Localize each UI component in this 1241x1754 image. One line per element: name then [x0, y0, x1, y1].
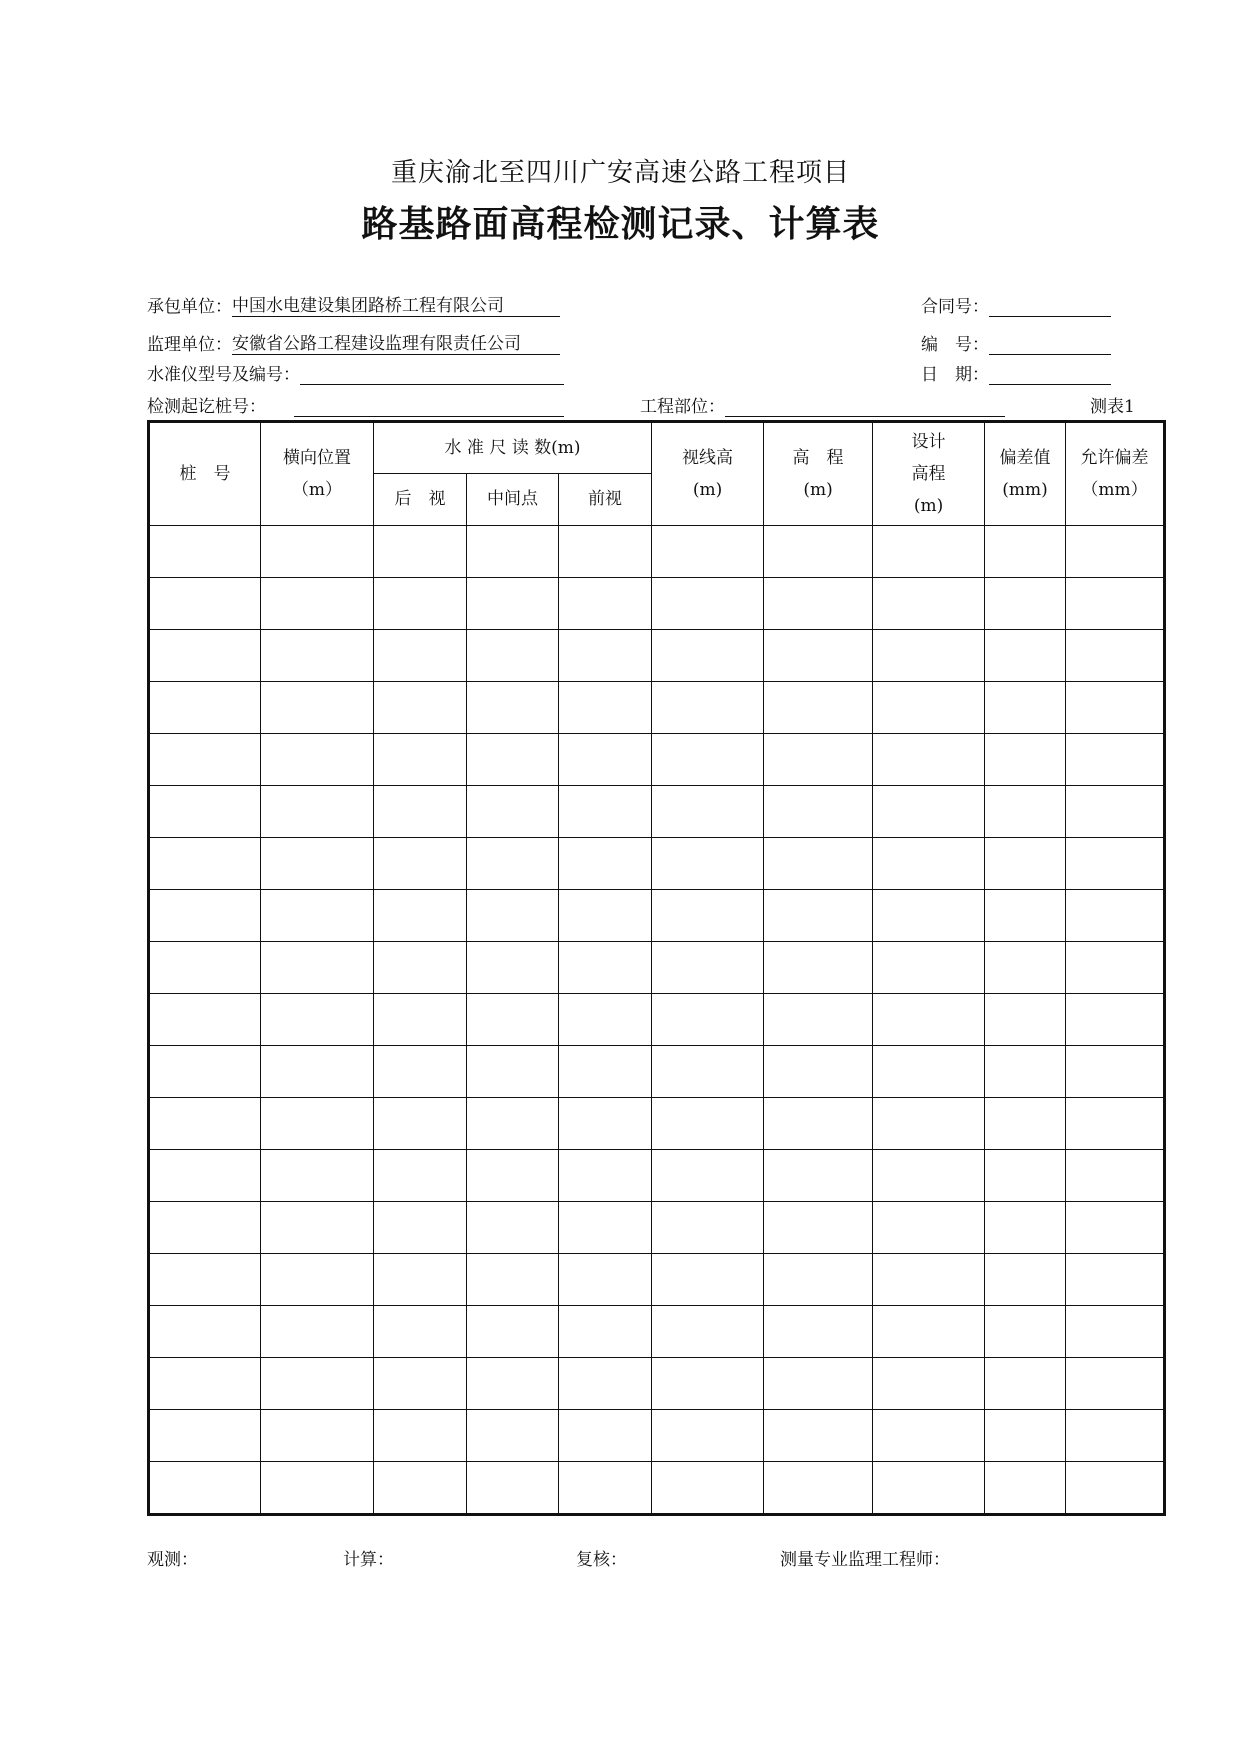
table-cell[interactable]: [261, 890, 374, 942]
table-cell[interactable]: [873, 1150, 985, 1202]
table-cell[interactable]: [1066, 890, 1165, 942]
table-cell[interactable]: [559, 1046, 652, 1098]
table-cell[interactable]: [559, 786, 652, 838]
table-cell[interactable]: [764, 682, 873, 734]
number-label: 编 号：: [921, 335, 989, 355]
date-label: 日 期：: [921, 365, 989, 385]
table-cell[interactable]: [467, 1462, 559, 1515]
table-row: [149, 1358, 1165, 1410]
footer-review: 复核：: [576, 1550, 627, 1570]
table-row: [149, 890, 1165, 942]
table-cell[interactable]: [374, 1046, 467, 1098]
table-cell[interactable]: [467, 1254, 559, 1306]
table-cell[interactable]: [652, 1306, 764, 1358]
table-cell[interactable]: [764, 786, 873, 838]
table-cell[interactable]: [559, 1098, 652, 1150]
table-cell[interactable]: [149, 1306, 261, 1358]
table-cell[interactable]: [149, 1254, 261, 1306]
table-cell[interactable]: [467, 890, 559, 942]
part-label: 工程部位：: [640, 397, 725, 417]
header-sight: [652, 422, 764, 526]
header-lateral: [261, 422, 374, 526]
table-cell[interactable]: [149, 682, 261, 734]
table-cell[interactable]: [261, 1150, 374, 1202]
header-design: [873, 422, 985, 526]
number-field[interactable]: [989, 334, 1111, 355]
table-cell[interactable]: [873, 1098, 985, 1150]
table-cell[interactable]: [873, 1254, 985, 1306]
header-deviation-unit: (mm): [1002, 480, 1048, 500]
table-cell[interactable]: [985, 1254, 1066, 1306]
table-cell[interactable]: [652, 1254, 764, 1306]
table-cell[interactable]: [374, 1254, 467, 1306]
table-cell[interactable]: [764, 526, 873, 578]
table-cell[interactable]: [652, 1358, 764, 1410]
table-cell[interactable]: [149, 1410, 261, 1462]
table-cell[interactable]: [261, 1358, 374, 1410]
table-cell[interactable]: [559, 942, 652, 994]
footer-calc: 计算：: [343, 1550, 394, 1570]
table-cell[interactable]: [149, 942, 261, 994]
table-cell[interactable]: [873, 838, 985, 890]
table-cell[interactable]: [559, 1150, 652, 1202]
table-cell[interactable]: [764, 994, 873, 1046]
table-cell[interactable]: [985, 682, 1066, 734]
table-cell[interactable]: [559, 1202, 652, 1254]
table-cell[interactable]: [873, 1046, 985, 1098]
form-id: 测表1: [1090, 397, 1135, 417]
table-cell[interactable]: [985, 942, 1066, 994]
form-title: 路基路面高程检测记录、计算表: [361, 203, 880, 245]
header-allowance-unit: （mm）: [1081, 480, 1148, 500]
table-cell[interactable]: [467, 630, 559, 682]
table-cell[interactable]: [764, 1358, 873, 1410]
table-cell[interactable]: [467, 578, 559, 630]
header-elevation-unit: (m): [803, 480, 833, 500]
table-cell[interactable]: [873, 942, 985, 994]
table-cell[interactable]: [1066, 1306, 1165, 1358]
table-cell[interactable]: [1066, 1202, 1165, 1254]
header-design-text2: 高程: [911, 463, 946, 484]
table-cell[interactable]: [467, 1046, 559, 1098]
table-cell[interactable]: [1066, 1410, 1165, 1462]
table-cell[interactable]: [149, 890, 261, 942]
table-cell[interactable]: [261, 1202, 374, 1254]
table-cell[interactable]: [873, 526, 985, 578]
contractor-label: 承包单位：: [147, 297, 232, 317]
table-cell[interactable]: [873, 630, 985, 682]
table-cell[interactable]: [764, 1254, 873, 1306]
table-cell[interactable]: [764, 838, 873, 890]
table-cell[interactable]: [374, 994, 467, 1046]
table-cell[interactable]: [764, 942, 873, 994]
header-middle: 中间点: [467, 474, 559, 526]
table-cell[interactable]: [261, 1410, 374, 1462]
table-row: [149, 1046, 1165, 1098]
header-design-unit: (m): [913, 496, 944, 517]
table-cell[interactable]: [467, 994, 559, 1046]
table-cell[interactable]: [652, 578, 764, 630]
table-cell[interactable]: [149, 578, 261, 630]
table-row: [149, 526, 1165, 578]
header-reading: 水 准 尺 读 数(m): [374, 422, 652, 474]
header-sight-unit: (m): [692, 480, 723, 500]
table-cell[interactable]: [764, 1462, 873, 1515]
date-line: [921, 360, 1111, 385]
table-cell[interactable]: [764, 630, 873, 682]
table-cell[interactable]: [652, 1098, 764, 1150]
table-cell[interactable]: [149, 630, 261, 682]
table-cell[interactable]: [374, 578, 467, 630]
contractor-field[interactable]: 中国水电建设集团路桥工程有限公司: [232, 296, 560, 317]
table-cell[interactable]: [374, 890, 467, 942]
contract-no-line: [921, 292, 1111, 317]
supervisor-field[interactable]: 安徽省公路工程建设监理有限责任公司: [232, 334, 560, 355]
table-cell[interactable]: [652, 734, 764, 786]
table-cell[interactable]: [374, 1098, 467, 1150]
table-cell[interactable]: [652, 526, 764, 578]
table-cell[interactable]: [1066, 1098, 1165, 1150]
table-cell[interactable]: [149, 1098, 261, 1150]
table-cell[interactable]: [985, 1046, 1066, 1098]
table-cell[interactable]: [652, 630, 764, 682]
table-cell[interactable]: [985, 1098, 1066, 1150]
table-cell[interactable]: [764, 1046, 873, 1098]
table-cell[interactable]: [559, 994, 652, 1046]
table-row: [149, 838, 1165, 890]
table-cell[interactable]: [652, 890, 764, 942]
table-cell[interactable]: [1066, 838, 1165, 890]
table-cell[interactable]: [652, 838, 764, 890]
header-lateral-text: 横向位置: [283, 447, 351, 468]
table-cell[interactable]: [873, 734, 985, 786]
table-row: [149, 1150, 1165, 1202]
table-cell[interactable]: [1066, 994, 1165, 1046]
table-cell[interactable]: [149, 1150, 261, 1202]
table-cell[interactable]: [559, 734, 652, 786]
table-cell[interactable]: [149, 838, 261, 890]
header-sight-text: 视线高: [682, 447, 734, 468]
header-deviation-text: 偏差值: [999, 447, 1051, 468]
table-cell[interactable]: [1066, 682, 1165, 734]
table-cell[interactable]: [261, 1254, 374, 1306]
table-cell[interactable]: [873, 1202, 985, 1254]
table-cell[interactable]: [873, 682, 985, 734]
contractor-line: [147, 292, 560, 317]
table-cell[interactable]: [1066, 526, 1165, 578]
number-line: [921, 330, 1111, 355]
table-cell[interactable]: [149, 526, 261, 578]
contract-no-field[interactable]: [989, 296, 1111, 317]
project-subtitle: 重庆渝北至四川广安高速公路工程项目: [390, 158, 850, 188]
table-cell[interactable]: [374, 838, 467, 890]
supervisor-label: 监理单位：: [147, 335, 232, 355]
table-cell[interactable]: [559, 1462, 652, 1515]
station-label: 检测起讫桩号：: [147, 397, 266, 417]
table-cell[interactable]: [374, 630, 467, 682]
table-cell[interactable]: [559, 1306, 652, 1358]
table-cell[interactable]: [374, 734, 467, 786]
table-cell[interactable]: [873, 1358, 985, 1410]
table-cell[interactable]: [374, 1202, 467, 1254]
table-cell[interactable]: [985, 786, 1066, 838]
table-cell[interactable]: [261, 682, 374, 734]
table-cell[interactable]: [261, 526, 374, 578]
table-cell[interactable]: [764, 1098, 873, 1150]
table-cell[interactable]: [652, 786, 764, 838]
table-cell[interactable]: [559, 526, 652, 578]
header-station: 桩 号: [149, 422, 261, 526]
table-cell[interactable]: [467, 838, 559, 890]
table-cell[interactable]: [1066, 786, 1165, 838]
table-row: [149, 1254, 1165, 1306]
table-body: [149, 526, 1165, 1515]
header-deviation: [985, 422, 1066, 526]
table-cell[interactable]: [261, 1046, 374, 1098]
table-cell[interactable]: [764, 1306, 873, 1358]
table-row: [149, 1306, 1165, 1358]
table-cell[interactable]: [559, 578, 652, 630]
table-cell[interactable]: [374, 1150, 467, 1202]
table-cell[interactable]: [985, 1462, 1066, 1515]
table-cell[interactable]: [873, 994, 985, 1046]
elevation-table: [147, 420, 1166, 1516]
table-cell[interactable]: [985, 890, 1066, 942]
table-cell[interactable]: [467, 786, 559, 838]
table-cell[interactable]: [652, 682, 764, 734]
header-front: 前视: [559, 474, 652, 526]
station-field[interactable]: [294, 396, 564, 417]
table-cell[interactable]: [985, 994, 1066, 1046]
table-cell[interactable]: [467, 734, 559, 786]
table-row: [149, 578, 1165, 630]
table-cell[interactable]: [374, 1462, 467, 1515]
table-cell[interactable]: [985, 734, 1066, 786]
header-back: 后 视: [374, 474, 467, 526]
table-cell[interactable]: [652, 994, 764, 1046]
table-cell[interactable]: [149, 786, 261, 838]
table-cell[interactable]: [1066, 630, 1165, 682]
table-cell[interactable]: [873, 1410, 985, 1462]
table-cell[interactable]: [261, 838, 374, 890]
table-cell[interactable]: [261, 1462, 374, 1515]
table-cell[interactable]: [374, 682, 467, 734]
header-allowance-text: 允许偏差: [1080, 447, 1149, 468]
table-cell[interactable]: [873, 1462, 985, 1515]
table-cell[interactable]: [149, 734, 261, 786]
table-cell[interactable]: [652, 1462, 764, 1515]
header-allowance: [1066, 422, 1165, 526]
table-cell[interactable]: [985, 1306, 1066, 1358]
station-line: [147, 392, 564, 417]
table-cell[interactable]: [764, 734, 873, 786]
level-label: 水准仪型号及编号：: [147, 365, 300, 385]
table-cell[interactable]: [873, 890, 985, 942]
table-cell[interactable]: [559, 682, 652, 734]
table-cell[interactable]: [261, 786, 374, 838]
table-cell[interactable]: [261, 994, 374, 1046]
table-cell[interactable]: [873, 1306, 985, 1358]
table-cell[interactable]: [467, 526, 559, 578]
date-field[interactable]: [989, 364, 1111, 385]
table-cell[interactable]: [652, 942, 764, 994]
table-row: [149, 994, 1165, 1046]
table-cell[interactable]: [374, 1306, 467, 1358]
table-cell[interactable]: [1066, 578, 1165, 630]
table-cell[interactable]: [559, 1410, 652, 1462]
header-design-text1: 设计: [911, 431, 946, 452]
table-cell[interactable]: [149, 994, 261, 1046]
table-cell[interactable]: [985, 1202, 1066, 1254]
table-cell[interactable]: [985, 630, 1066, 682]
table-cell[interactable]: [985, 1150, 1066, 1202]
table-cell[interactable]: [374, 526, 467, 578]
table-cell[interactable]: [559, 1254, 652, 1306]
table-row: [149, 942, 1165, 994]
table-cell[interactable]: [652, 1202, 764, 1254]
table-cell[interactable]: [873, 786, 985, 838]
supervisor-line: [147, 330, 560, 355]
table-cell[interactable]: [1066, 1046, 1165, 1098]
table-cell[interactable]: [467, 1150, 559, 1202]
contract-no-label: 合同号：: [921, 297, 989, 317]
table-cell[interactable]: [149, 1046, 261, 1098]
table-cell[interactable]: [985, 526, 1066, 578]
table-row: [149, 682, 1165, 734]
table-row: [149, 1202, 1165, 1254]
table-cell[interactable]: [559, 838, 652, 890]
table-cell[interactable]: [467, 1306, 559, 1358]
table-cell[interactable]: [764, 1410, 873, 1462]
table-cell[interactable]: [764, 1150, 873, 1202]
table-cell[interactable]: [764, 578, 873, 630]
table-cell[interactable]: [261, 1306, 374, 1358]
table-cell[interactable]: [764, 1202, 873, 1254]
table-cell[interactable]: [873, 578, 985, 630]
table-cell[interactable]: [1066, 1358, 1165, 1410]
table-cell[interactable]: [261, 734, 374, 786]
table-cell[interactable]: [559, 630, 652, 682]
table-cell[interactable]: [467, 1410, 559, 1462]
table-row: [149, 734, 1165, 786]
table-cell[interactable]: [467, 1202, 559, 1254]
table-cell[interactable]: [149, 1462, 261, 1515]
table-cell[interactable]: [374, 1410, 467, 1462]
table-cell[interactable]: [261, 942, 374, 994]
table-cell[interactable]: [652, 1150, 764, 1202]
table-cell[interactable]: [764, 890, 873, 942]
table-row: [149, 786, 1165, 838]
table-cell[interactable]: [1066, 1254, 1165, 1306]
table-cell[interactable]: [374, 942, 467, 994]
footer-observe: 观测：: [147, 1550, 198, 1570]
table-cell[interactable]: [1066, 1462, 1165, 1515]
level-field[interactable]: [300, 364, 564, 385]
table-cell[interactable]: [985, 578, 1066, 630]
table-cell[interactable]: [374, 786, 467, 838]
table-cell[interactable]: [985, 838, 1066, 890]
table-cell[interactable]: [1066, 942, 1165, 994]
table-cell[interactable]: [652, 1046, 764, 1098]
table-row: [149, 1098, 1165, 1150]
table-cell[interactable]: [985, 1410, 1066, 1462]
table-row: [149, 1462, 1165, 1515]
header-elevation-text: 高 程: [792, 447, 844, 468]
table-cell[interactable]: [1066, 1150, 1165, 1202]
footer-engineer: 测量专业监理工程师：: [780, 1550, 950, 1570]
table-cell[interactable]: [261, 630, 374, 682]
level-line: [147, 360, 564, 385]
header-elevation: [764, 422, 873, 526]
table-cell[interactable]: [559, 1358, 652, 1410]
table-cell[interactable]: [985, 1358, 1066, 1410]
table-cell[interactable]: [467, 1098, 559, 1150]
table-cell[interactable]: [374, 1358, 467, 1410]
part-field[interactable]: [725, 396, 1005, 417]
table-cell[interactable]: [652, 1410, 764, 1462]
table-cell[interactable]: [261, 1098, 374, 1150]
table-row: [149, 630, 1165, 682]
table-cell[interactable]: [559, 890, 652, 942]
table-cell[interactable]: [261, 578, 374, 630]
header-lateral-unit: （m）: [291, 480, 343, 500]
table-cell[interactable]: [149, 1358, 261, 1410]
table-cell[interactable]: [1066, 734, 1165, 786]
part-line: [640, 392, 1005, 417]
table-cell[interactable]: [467, 942, 559, 994]
table-row: [149, 1410, 1165, 1462]
table-cell[interactable]: [149, 1202, 261, 1254]
table-cell[interactable]: [467, 1358, 559, 1410]
table-cell[interactable]: [467, 682, 559, 734]
